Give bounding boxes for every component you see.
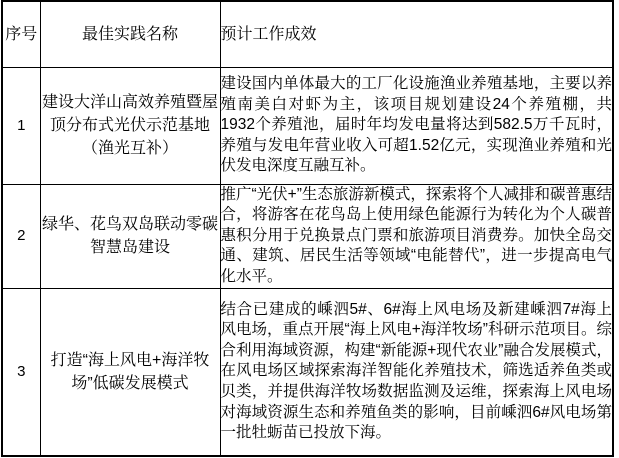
practice-name-cell: 打造“海上风电+海洋牧场”低碳发展模式 — [40, 288, 220, 456]
table-row — [2, 184, 613, 288]
expected-effect-cell: 建设国内单体最大的工厂化设施渔业养殖基地，主要以养殖南美白对虾为主，该项目规划建设24个养殖棚，共1932个养殖池，届时年均发电量将达到582.5万千瓦时，养殖与发电年营业收入可超1.52亿元，实现渔业养殖和光伏发电深度互融互补。 — [220, 67, 613, 184]
row-index-cell: 1 — [2, 67, 40, 184]
practice-name-cell: 绿华、花鸟双岛联动零碳智慧岛建设 — [40, 184, 220, 288]
header-practice-name: 最佳实践名称 — [40, 1, 220, 67]
header-expected-effect: 预计工作成效 — [220, 1, 613, 67]
table-row — [2, 288, 613, 456]
table-row — [2, 67, 613, 184]
expected-effect-cell: 结合已建成的嵊泗5#、6#海上风电场及新建嵊泗7#海上风电场，重点开展“海上风电+海洋牧场”科研示范项目。综合利用海域资源，构建“新能源+现代农业”融合发展模式，在风电场区域探索海洋智能化养殖技术，筛选适养鱼类或贝类，并提供海洋牧场数据监测及运维，探索海上风电场对海域资源生态和养殖鱼类的影响，目前嵊泗6#风电场第一批牡蛎苗已投放下海。 — [220, 288, 613, 456]
expected-effect-cell: 推广“光伏+”生态旅游新模式，探索将个人减排和碳普惠结合，将游客在花鸟岛上使用绿色能源行为转化为个人碳普惠积分用于兑换景点门票和旅游项目消费券。加快全岛交通、建筑、居民生活等领域“电能替代”，进一步提高电气化水平。 — [220, 184, 613, 288]
row-index-cell: 2 — [2, 184, 40, 288]
best-practices-table — [1, 0, 614, 457]
header-index: 序号 — [2, 1, 40, 67]
practice-name-cell: 建设大洋山高效养殖暨屋顶分布式光伏示范基地（渔光互补） — [40, 67, 220, 184]
table-header-row — [2, 1, 613, 67]
row-index-cell: 3 — [2, 288, 40, 456]
